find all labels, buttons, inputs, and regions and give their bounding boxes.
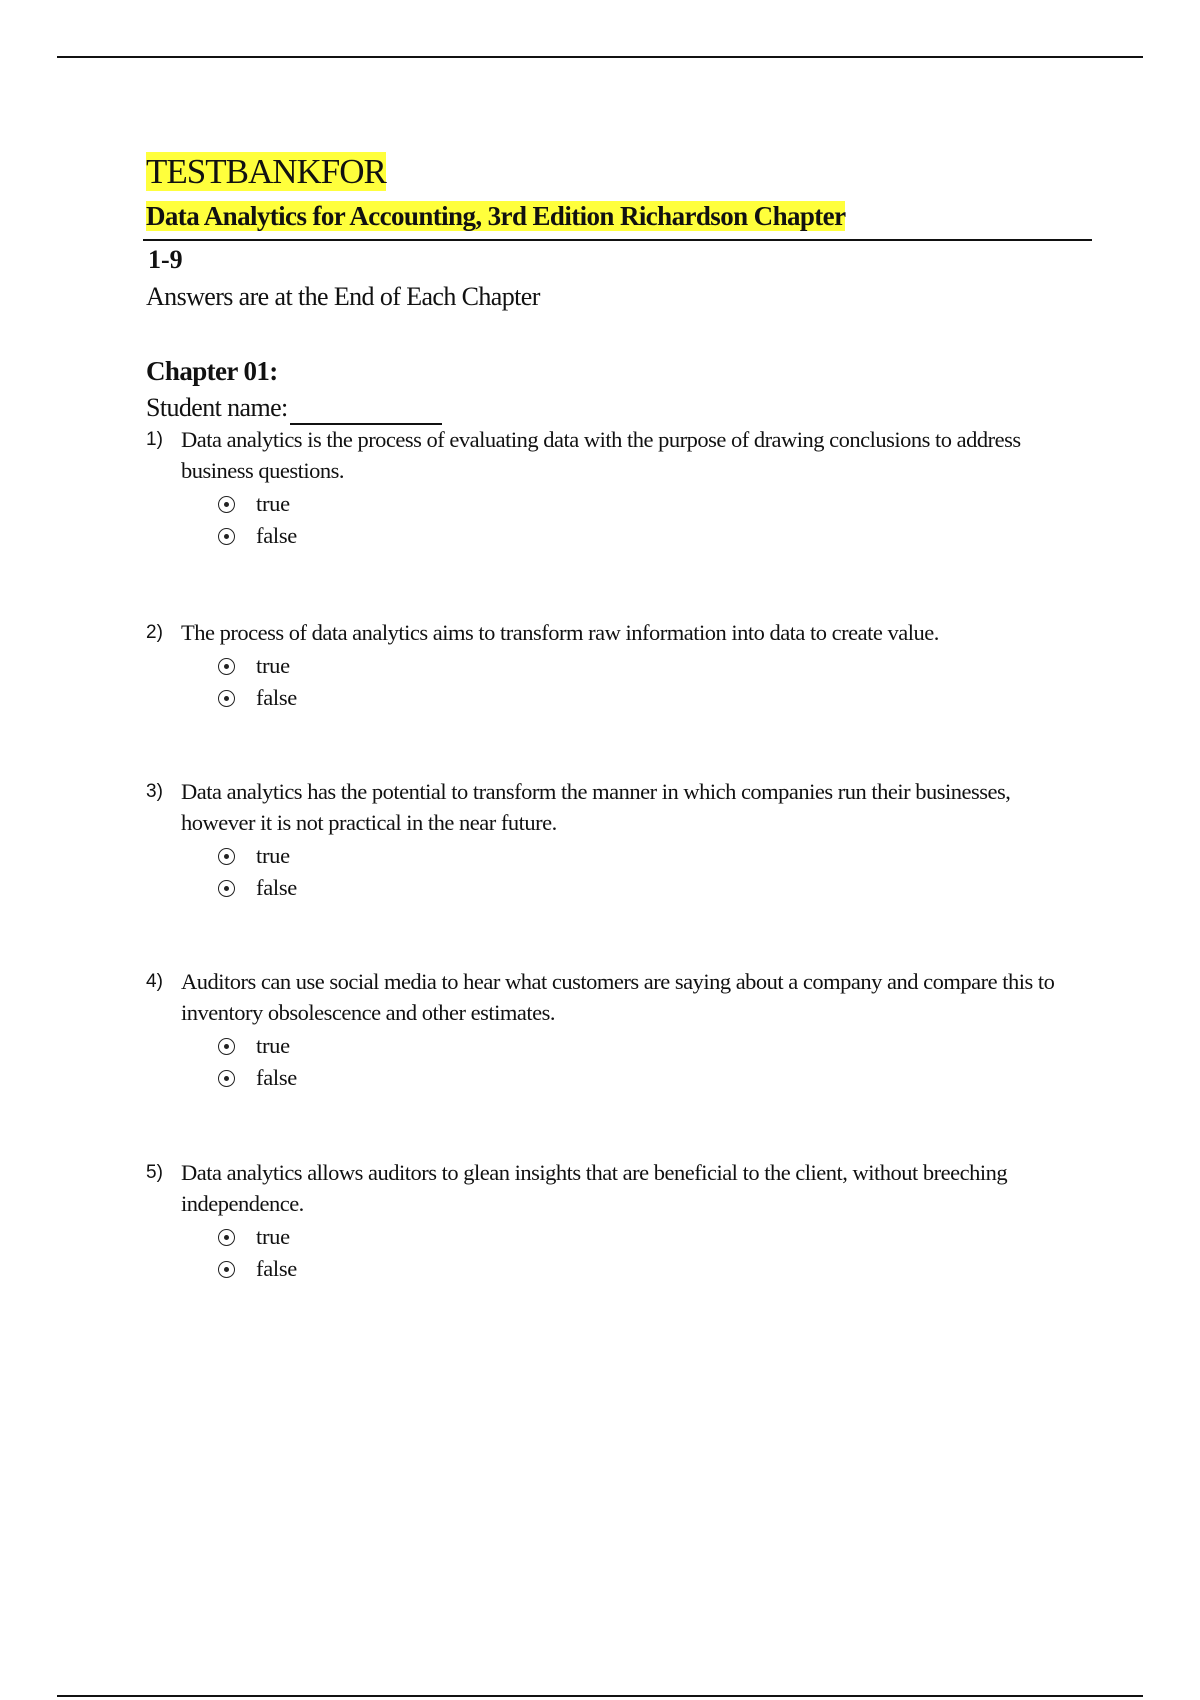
question-1-options <box>146 488 1066 552</box>
question-5-stem <box>146 1157 1066 1219</box>
option-false[interactable] <box>218 872 1066 904</box>
question-text: Data analytics allows auditors to glean insights that are beneficial to the client, without breeching independence. <box>181 1160 1008 1216</box>
question-text: Auditors can use social media to hear what customers are saying about a company and compare this to inventory obsolescence and other estimates. <box>181 969 1055 1025</box>
option-label: true <box>256 1033 290 1058</box>
question-number: 3) <box>146 781 163 802</box>
question-number: 4) <box>146 971 163 992</box>
option-false[interactable] <box>218 1062 1066 1094</box>
option-label: false <box>256 1065 297 1090</box>
radio-button-icon[interactable] <box>218 690 235 707</box>
option-true[interactable] <box>218 1030 1066 1062</box>
question-2 <box>146 617 1066 714</box>
question-text: Data analytics has the potential to transform the manner in which companies run their businesses, however it is not practical in the near future. <box>181 779 1011 835</box>
question-2-options <box>146 650 1066 714</box>
question-4 <box>146 966 1066 1094</box>
radio-button-icon[interactable] <box>218 1070 235 1087</box>
question-3 <box>146 776 1066 904</box>
question-2-stem <box>146 617 1066 648</box>
question-text: The process of data analytics aims to transform raw information into data to create value. <box>181 620 939 645</box>
question-text: Data analytics is the process of evaluating data with the purpose of drawing conclusions to address business questions. <box>181 427 1021 483</box>
radio-button-icon[interactable] <box>218 528 235 545</box>
question-3-stem <box>146 776 1066 838</box>
book-title-text: Data Analytics for Accounting, 3rd Edition Richardson Chapter <box>146 201 846 231</box>
radio-button-icon[interactable] <box>218 848 235 865</box>
question-number: 1) <box>146 429 163 450</box>
student-name-label: Student name: <box>146 393 288 422</box>
option-false[interactable] <box>218 520 1066 552</box>
question-number: 5) <box>146 1162 163 1183</box>
option-false[interactable] <box>218 1253 1066 1285</box>
document-title-text: TESTBANKFOR <box>146 152 386 191</box>
question-3-options <box>146 840 1066 904</box>
option-label: false <box>256 685 297 710</box>
option-true[interactable] <box>218 488 1066 520</box>
option-true[interactable] <box>218 1221 1066 1253</box>
student-name-field <box>146 391 442 425</box>
chapter-heading: Chapter 01: <box>146 356 278 386</box>
option-label: true <box>256 653 290 678</box>
student-name-blank <box>290 393 442 425</box>
option-label: false <box>256 875 297 900</box>
page-top-rule <box>57 56 1143 58</box>
option-true[interactable] <box>218 650 1066 682</box>
option-label: false <box>256 1256 297 1281</box>
question-4-stem <box>146 966 1066 1028</box>
radio-button-icon[interactable] <box>218 1261 235 1278</box>
radio-button-icon[interactable] <box>218 658 235 675</box>
option-label: true <box>256 491 290 516</box>
chapter-range: 1-9 <box>148 245 183 274</box>
page-bottom-rule <box>57 1695 1143 1697</box>
option-true[interactable] <box>218 840 1066 872</box>
question-1 <box>146 424 1066 552</box>
option-label: false <box>256 523 297 548</box>
option-label: true <box>256 843 290 868</box>
question-5-options <box>146 1221 1066 1285</box>
radio-button-icon[interactable] <box>218 880 235 897</box>
radio-button-icon[interactable] <box>218 496 235 513</box>
question-number: 2) <box>146 622 163 643</box>
radio-button-icon[interactable] <box>218 1038 235 1055</box>
question-1-stem <box>146 424 1066 486</box>
question-4-options <box>146 1030 1066 1094</box>
document-title <box>146 150 386 194</box>
question-5 <box>146 1157 1066 1285</box>
title-underline <box>143 239 1092 241</box>
book-title <box>146 198 845 234</box>
answers-note: Answers are at the End of Each Chapter <box>146 282 540 311</box>
radio-button-icon[interactable] <box>218 1229 235 1246</box>
option-false[interactable] <box>218 682 1066 714</box>
option-label: true <box>256 1224 290 1249</box>
